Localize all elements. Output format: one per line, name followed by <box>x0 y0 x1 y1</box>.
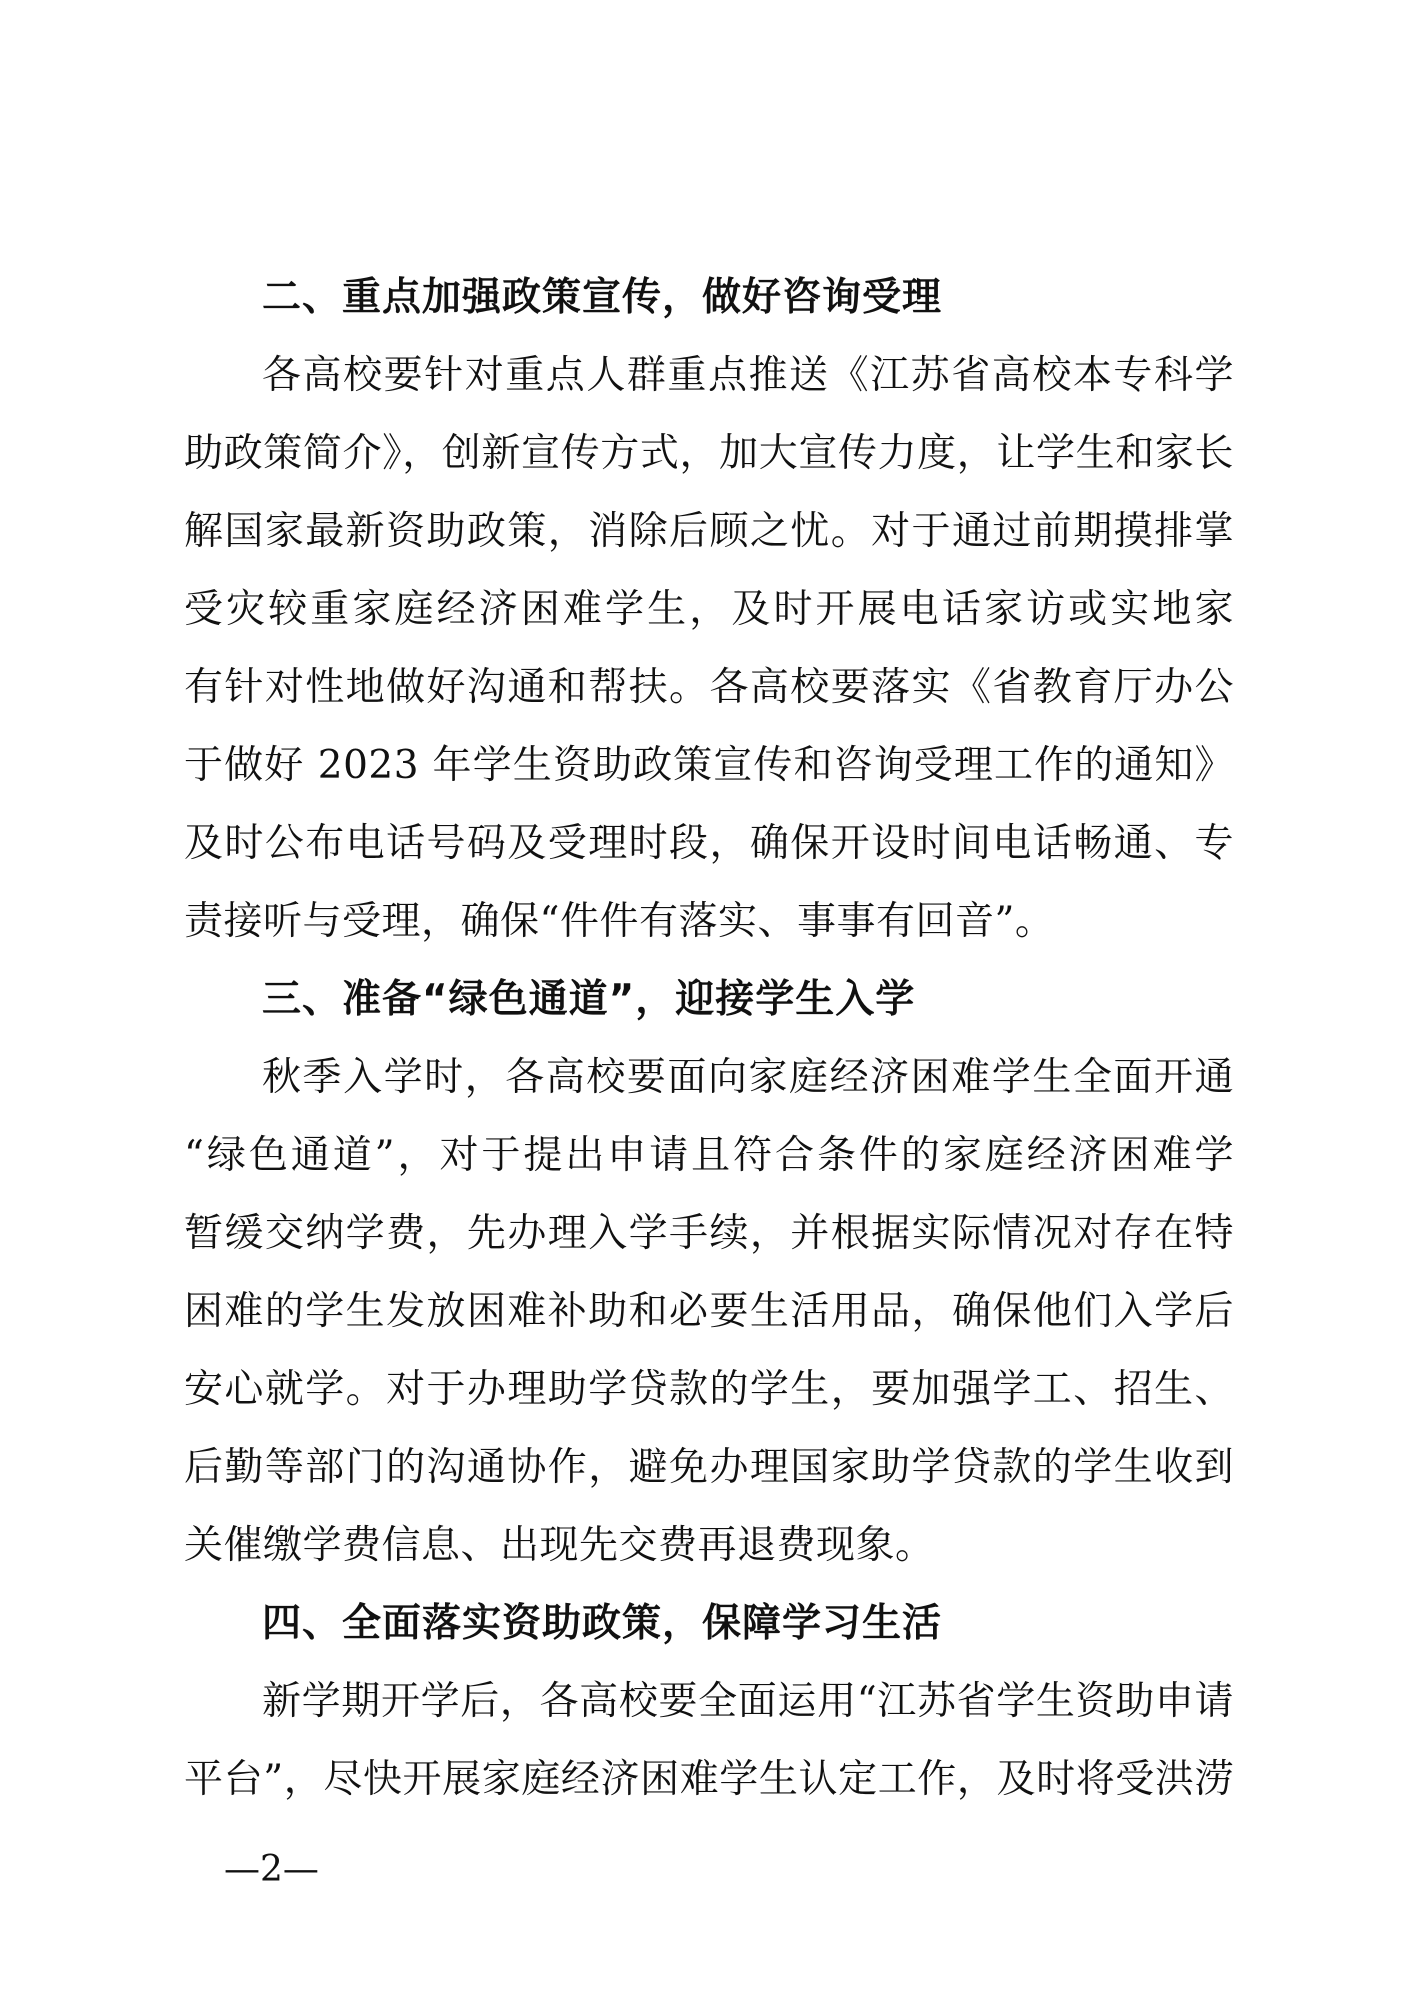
paragraph-line: 暂缓交纳学费，先办理入学手续，并根据实际情况对存在特 <box>184 1211 1234 1256</box>
paragraph-line: 新学期开学后，各高校要全面运用“江苏省学生资助申请 <box>262 1679 1234 1724</box>
paragraph-line: 助政策简介》，创新宣传方式，加大宣传力度，让学生和家长 <box>184 431 1234 476</box>
section-heading-2: 二、重点加强政策宣传，做好咨询受理 <box>262 275 943 320</box>
paragraph-line: 及时公布电话号码及受理时段，确保开设时间电话畅通、专 <box>184 821 1234 866</box>
paragraph-line: 各高校要针对重点人群重点推送《江苏省高校本专科学 <box>262 353 1234 398</box>
paragraph-line: 受灾较重家庭经济困难学生，及时开展电话家访或实地家 <box>184 587 1234 632</box>
paragraph-line: 关催缴学费信息、出现先交费再退费现象。 <box>184 1523 935 1568</box>
paragraph-line: 解国家最新资助政策，消除后顾之忧。对于通过前期摸排掌 <box>184 509 1234 554</box>
paragraph-line: 安心就学。对于办理助学贷款的学生，要加强学工、招生、 <box>184 1367 1234 1412</box>
paragraph-line: 责接听与受理，确保“件件有落实、事事有回音”。 <box>184 899 1055 944</box>
paragraph-line: 秋季入学时，各高校要面向家庭经济困难学生全面开通 <box>262 1055 1234 1100</box>
paragraph-line: 后勤等部门的沟通协作，避免办理国家助学贷款的学生收到 <box>184 1445 1234 1490</box>
paragraph-line: 于做好 2023 年学生资助政策宣传和咨询受理工作的通知》 <box>184 743 1234 788</box>
paragraph-line: 有针对性地做好沟通和帮扶。各高校要落实《省教育厅办公 <box>184 665 1234 710</box>
section-heading-3: 三、准备“绿色通道”，迎接学生入学 <box>262 977 916 1022</box>
paragraph-line: 困难的学生发放困难补助和必要生活用品，确保他们入学后 <box>184 1289 1234 1334</box>
paragraph-line: 平台”，尽快开展家庭经济困难学生认定工作，及时将受洪涝 <box>184 1757 1234 1802</box>
section-heading-4: 四、全面落实资助政策，保障学习生活 <box>262 1601 943 1646</box>
paragraph-line: “绿色通道”，对于提出申请且符合条件的家庭经济困难学 <box>184 1133 1234 1178</box>
page-number: —2— <box>224 1849 319 1890</box>
